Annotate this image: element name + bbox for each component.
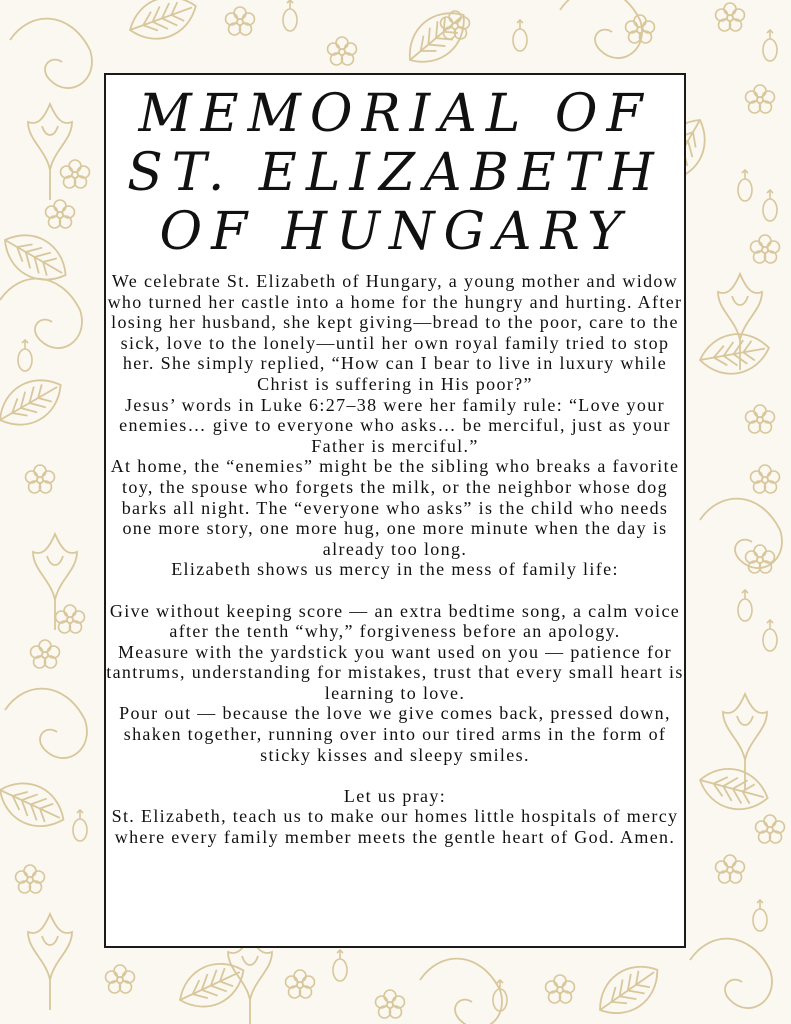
prayer-text: St. Elizabeth, teach us to make our homes little hospitals of mercy where every family member meets the gentle heart of God. Amen. (111, 806, 679, 848)
title-line-1: MEMORIAL OF (138, 84, 652, 144)
intro-paragraph: We celebrate St. Elizabeth of Hungary, a young mother and widow who turned her castle into a home for the hungry and hurting. After losing her husband, she kept giving—bread to the poor, care to the sick, love to the lonely—until her own royal family tried to stop her. She simply replied, “How can I bear to live in luxury while Christ is suffering in His poor?” (107, 271, 683, 394)
point-give: Give without keeping score — an extra bedtime song, a calm voice after the tenth “why,” forgiveness before an apology. (109, 600, 681, 642)
page-title (106, 85, 684, 262)
mercy-intro: Elizabeth shows us mercy in the mess of family life: (171, 559, 619, 580)
home-paragraph: At home, the “enemies” might be the sibling who breaks a favorite toy, the spouse who forgets the milk, or the neighbor whose dog barks all night. The “everyone who asks” is the child who needs one more story, one more hug, one more minute when the day is already too long. (110, 456, 680, 559)
prayer-heading: Let us pray: (343, 785, 447, 806)
reflection-text (106, 271, 684, 848)
title-line-2: ST. ELIZABETH (127, 143, 663, 203)
point-pour-out: Pour out — because the love we give comes back, pressed down, shaken together, running over into our tired arms in the form of sticky kisses and sleepy smiles. (119, 703, 671, 765)
memorial-card (104, 73, 686, 948)
title-line-3: OF HUNGARY (159, 202, 631, 262)
scripture-paragraph: Jesus’ words in Luke 6:27–38 were her family rule: “Love your enemies… give to everyone who asks… be merciful, just as your Father is merciful.” (119, 394, 671, 456)
point-measure: Measure with the yardstick you want used on you — patience for tantrums, understanding for mistakes, trust that every small heart is learning to love. (106, 641, 684, 703)
